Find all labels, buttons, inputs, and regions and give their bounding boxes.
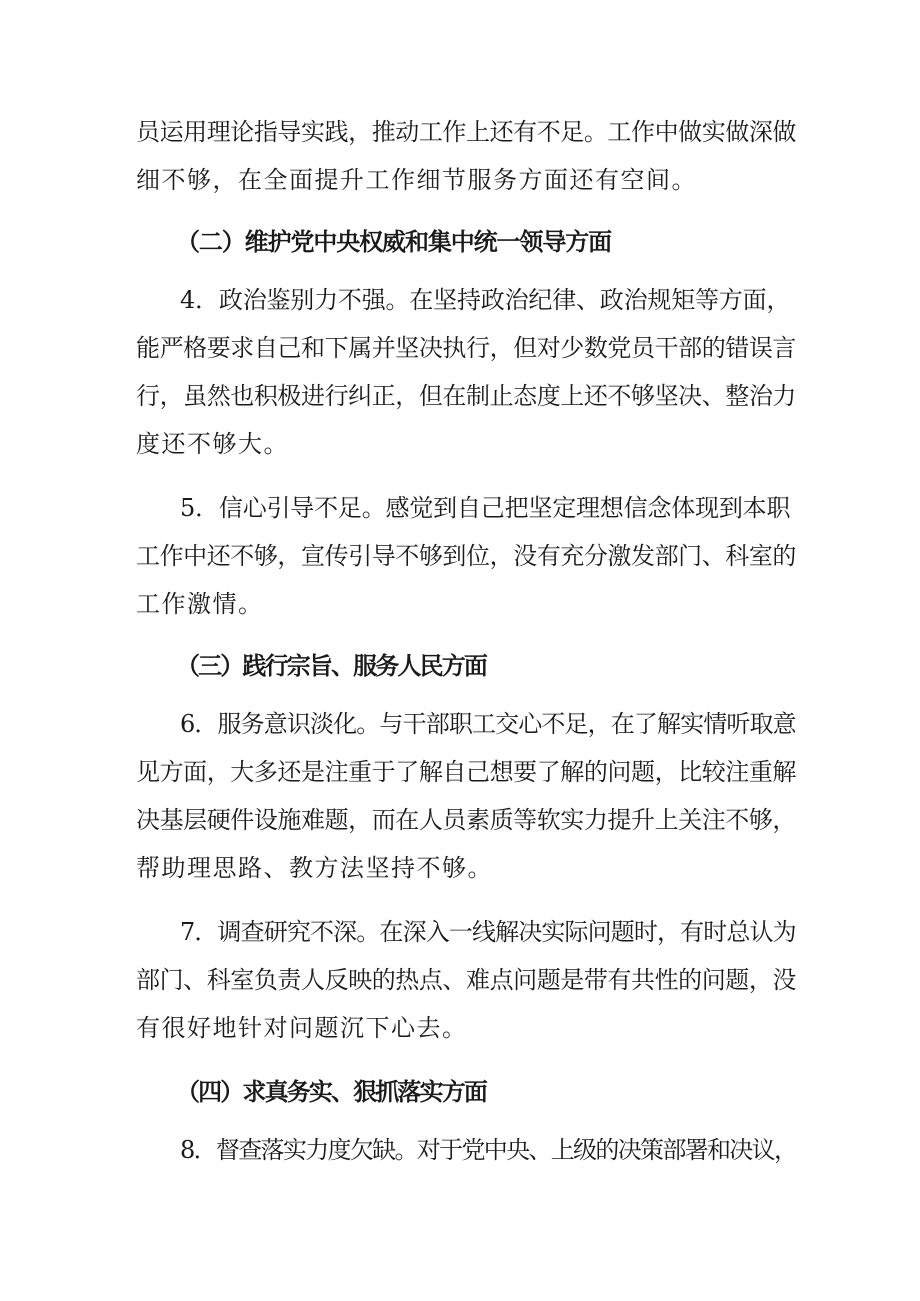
paragraph-first-line: 8．督查落实力度欠缺。对于党中央、上级的决策部署和决议， xyxy=(180,1136,797,1164)
body-text-line: 工作中还不够，宣传引导不够到位，没有充分激发部门、科室的 xyxy=(136,542,796,570)
body-text-line: 有很好地针对问题沉下心去。 xyxy=(136,1014,468,1042)
body-text-line: 细不够，在全面提升工作细节服务方面还有空间。 xyxy=(136,166,697,194)
paragraph-first-line: 5．信心引导不足。感觉到自己把坚定理想信念体现到本职 xyxy=(180,494,791,522)
section-heading: （三）践行宗旨、服务人民方面 xyxy=(176,652,486,680)
body-text-line: 见方面，大多还是注重于了解自己想要了解的问题，比较注重解 xyxy=(136,758,796,786)
body-text-line: 决基层硬件设施难题，而在人员素质等软实力提升上关注不够， xyxy=(136,806,796,834)
body-text-line: 部门、科室负责人反映的热点、难点问题是带有共性的问题，没 xyxy=(136,966,796,994)
body-text-line: 行，虽然也积极进行纠正，但在制止态度上还不够坚决、整治力 xyxy=(136,382,796,410)
paragraph-first-line: 7．调查研究不深。在深入一线解决实际问题时，有时总认为 xyxy=(180,918,796,946)
body-text-line: 员运用理论指导实践，推动工作上还有不足。工作中做实做深做 xyxy=(136,118,796,146)
paragraph-first-line: 4．政治鉴别力不强。在坚持政治纪律、政治规矩等方面， xyxy=(180,286,791,314)
body-text-line: 能严格要求自己和下属并坚决执行，但对少数党员干部的错误言 xyxy=(136,334,796,362)
section-heading: （四）求真务实、狠抓落实方面 xyxy=(176,1078,486,1106)
paragraph-first-line: 6．服务意识淡化。与干部职工交心不足，在了解实情听取意 xyxy=(180,710,796,738)
body-text-line: 帮助理思路、教方法坚持不够。 xyxy=(136,854,493,882)
body-text-line: 工作激情。 xyxy=(136,590,264,618)
body-text-line: 度还不够大。 xyxy=(136,430,289,458)
section-heading: （二）维护党中央权威和集中统一领导方面 xyxy=(176,228,611,256)
